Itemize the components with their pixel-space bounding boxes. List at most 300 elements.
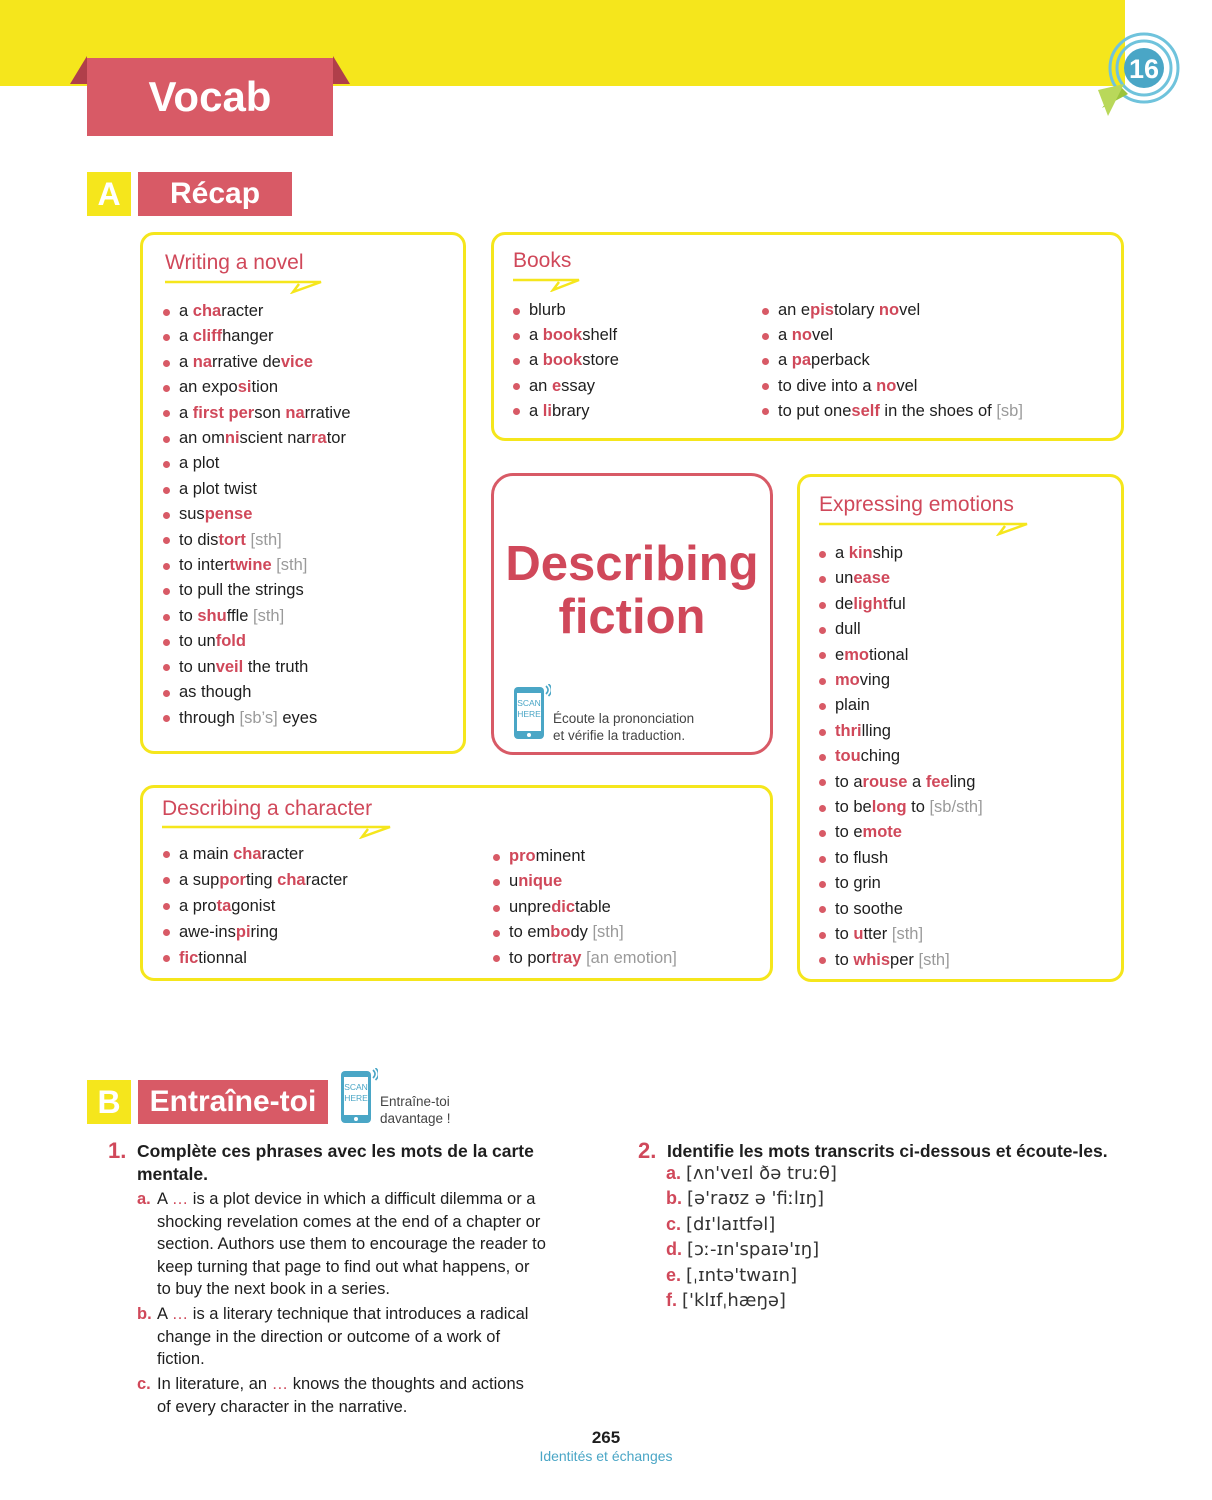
text-segment: a bbox=[529, 401, 543, 420]
vocab-item bbox=[163, 502, 351, 527]
text-segment: rrative de bbox=[212, 352, 281, 371]
text-segment: eyes bbox=[277, 708, 318, 727]
text-segment: hanger bbox=[222, 327, 274, 346]
stressed-syllable: pi bbox=[235, 923, 251, 941]
text-segment: through bbox=[179, 708, 240, 727]
text-segment: ssay bbox=[561, 376, 596, 395]
text-segment: dy bbox=[570, 923, 588, 942]
text-segment: a bbox=[529, 326, 543, 345]
exercise-1-instruction bbox=[137, 1140, 534, 1186]
text-segment: fiction. bbox=[157, 1350, 205, 1368]
writing-list bbox=[163, 299, 351, 731]
stressed-syllable: na bbox=[285, 403, 305, 422]
fiction-title-line-1: Describing bbox=[505, 537, 759, 591]
stressed-syllable: fic bbox=[179, 949, 199, 967]
text-segment: keep turning that page to find out what happens, or bbox=[157, 1257, 530, 1276]
exercise-1-number: 1. bbox=[108, 1138, 127, 1163]
text-segment: a bbox=[907, 772, 926, 791]
vocab-item bbox=[163, 401, 351, 426]
scan-instructions bbox=[553, 710, 694, 744]
stressed-syllable: ease bbox=[853, 569, 891, 588]
stressed-syllable: fee bbox=[925, 772, 950, 791]
placeholder-note: [sth] bbox=[245, 530, 282, 549]
phonetic-item bbox=[666, 1163, 837, 1184]
text-segment: to a bbox=[835, 772, 863, 791]
placeholder-note: [an emotion] bbox=[581, 948, 677, 967]
vocab-item bbox=[819, 795, 983, 820]
item-letter: b. bbox=[666, 1188, 687, 1209]
expressing-emotions-card bbox=[797, 474, 1124, 982]
text-segment: the truth bbox=[243, 657, 309, 676]
text-segment: vel bbox=[811, 326, 834, 345]
text-segment: a bbox=[529, 351, 543, 370]
text-segment: change in the direction or outcome of a work of bbox=[157, 1327, 501, 1346]
placeholder-note: [sth] bbox=[587, 923, 624, 942]
emotions-list bbox=[819, 541, 983, 973]
placeholder-note: [sb] bbox=[996, 401, 1023, 420]
text-segment: an om bbox=[179, 429, 225, 448]
text-segment: ffle bbox=[226, 606, 249, 625]
stressed-syllable: e bbox=[551, 376, 562, 395]
text-segment: to dis bbox=[179, 530, 219, 549]
text-segment: to dive into a bbox=[778, 376, 877, 395]
stressed-syllable: tou bbox=[835, 747, 861, 766]
exercise-1-line bbox=[157, 1211, 540, 1234]
books-list-1 bbox=[513, 298, 619, 424]
vocab-item bbox=[163, 324, 351, 349]
text-segment: a main bbox=[179, 845, 234, 863]
text-segment: to un bbox=[179, 632, 216, 651]
scan-label-2: HERE bbox=[344, 1093, 368, 1103]
text-segment: tolary bbox=[833, 301, 879, 319]
vocab-item bbox=[513, 298, 619, 323]
page-title bbox=[87, 58, 333, 136]
text-segment: shocking revelation comes at the end of a chapter or bbox=[157, 1212, 541, 1231]
text-segment: e bbox=[835, 645, 845, 664]
scan-instruction-line-2: davantage ! bbox=[380, 1111, 451, 1126]
text-segment: a sup bbox=[179, 871, 220, 889]
title-underline bbox=[165, 280, 325, 294]
text-segment: racter bbox=[261, 845, 304, 863]
vocab-item bbox=[493, 844, 677, 869]
text-segment: ling bbox=[949, 772, 976, 791]
stressed-syllable: u bbox=[853, 925, 864, 944]
stressed-syllable: thri bbox=[835, 721, 862, 740]
phonetic-transcription: [ə'raʊz ə 'fiːlɪŋ] bbox=[687, 1188, 825, 1210]
placeholder-note: [sb/sth] bbox=[929, 798, 983, 817]
vocab-item bbox=[819, 897, 983, 922]
text-segment: a bbox=[179, 302, 193, 320]
stressed-syllable: no bbox=[876, 376, 897, 395]
vocab-item bbox=[819, 668, 983, 693]
placeholder-note: [sth] bbox=[887, 925, 924, 944]
stressed-syllable: tort bbox=[218, 530, 246, 549]
text-segment: sus bbox=[179, 505, 205, 524]
section-a-letter bbox=[87, 172, 131, 216]
scan-phone-icon[interactable] bbox=[513, 684, 551, 742]
exercise-1-item-letter bbox=[137, 1373, 151, 1396]
exercise-2-number: 2. bbox=[638, 1138, 657, 1163]
text-segment: In literature, an bbox=[157, 1375, 272, 1393]
text-segment: a plot twist bbox=[179, 479, 257, 498]
blank-dots: … bbox=[271, 1375, 289, 1393]
stressed-syllable: tray bbox=[551, 948, 582, 967]
text-segment: to bbox=[179, 606, 198, 625]
vocab-item bbox=[163, 604, 351, 629]
text-segment: a plot bbox=[179, 454, 220, 473]
text-segment: rrative bbox=[304, 403, 351, 422]
text-segment: ful bbox=[888, 594, 906, 613]
stressed-syllable: no bbox=[791, 326, 812, 345]
text-segment: a bbox=[179, 352, 193, 371]
text-segment: ting bbox=[245, 871, 278, 889]
vocab-item bbox=[163, 375, 351, 400]
text-segment: an bbox=[529, 376, 552, 395]
item-letter: f. bbox=[666, 1290, 682, 1310]
scan-instructions bbox=[380, 1093, 451, 1127]
writing-a-novel-card bbox=[140, 232, 466, 754]
text-segment: in the shoes of bbox=[879, 401, 997, 420]
text-segment: per bbox=[890, 950, 914, 969]
emotions-card-title: Expressing emotions bbox=[819, 493, 1014, 516]
text-segment: racter bbox=[305, 871, 348, 889]
text-segment: ring bbox=[250, 923, 279, 941]
phonetic-transcription: ['klɪfˌhæŋə] bbox=[682, 1290, 786, 1311]
stressed-syllable: veil bbox=[215, 657, 244, 676]
vocab-item bbox=[762, 323, 1023, 348]
exercise-1-line bbox=[157, 1348, 205, 1371]
section-b-letter-text: B bbox=[97, 1083, 121, 1120]
describing-fiction-card bbox=[491, 473, 773, 755]
text-segment: vel bbox=[896, 376, 918, 395]
vocab-item bbox=[163, 867, 348, 893]
vocab-item bbox=[513, 323, 619, 348]
blank-dots: … bbox=[171, 1305, 189, 1323]
text-segment: a bbox=[778, 326, 792, 345]
vocab-item bbox=[819, 693, 983, 718]
text-segment: table bbox=[575, 897, 611, 916]
item-letter: a. bbox=[666, 1163, 687, 1183]
stressed-syllable: cha bbox=[233, 845, 262, 863]
vocab-item bbox=[163, 629, 351, 654]
books-card-title: Books bbox=[513, 249, 572, 272]
stressed-syllable: pis bbox=[810, 301, 834, 319]
vocab-item bbox=[513, 374, 619, 399]
text-segment: gonist bbox=[231, 897, 276, 915]
character-list-2 bbox=[493, 844, 677, 971]
vocab-item bbox=[163, 426, 351, 451]
stressed-syllable: mo bbox=[835, 671, 860, 690]
scan-label-1: SCAN bbox=[517, 698, 541, 708]
text-segment: A bbox=[157, 1305, 172, 1323]
item-letter: b. bbox=[137, 1305, 152, 1323]
scan-instruction-line-2: et vérifie la traduction. bbox=[553, 728, 686, 743]
placeholder-note: [sb’s] bbox=[239, 708, 278, 727]
phonetic-item bbox=[666, 1290, 786, 1311]
stressed-syllable: pro bbox=[509, 847, 536, 865]
phonetic-item bbox=[666, 1239, 819, 1260]
vocab-item bbox=[493, 869, 677, 894]
books-list-2 bbox=[762, 298, 1023, 424]
text-segment: to grin bbox=[835, 874, 881, 893]
vocab-item bbox=[493, 946, 677, 971]
item-letter: c. bbox=[666, 1213, 687, 1234]
placeholder-note: [sth] bbox=[913, 950, 950, 969]
text-segment: minent bbox=[535, 847, 586, 865]
describing-a-character-card bbox=[140, 785, 773, 981]
section-b-title-text: Entraîne-toi bbox=[149, 1085, 317, 1118]
text-segment: as though bbox=[179, 683, 252, 702]
text-segment: vel bbox=[899, 301, 921, 319]
phonetic-transcription: [ʌn'veɪl ðə truːθ] bbox=[686, 1163, 837, 1184]
scan-label-2: HERE bbox=[517, 709, 541, 719]
text-segment: to flush bbox=[835, 848, 889, 867]
stressed-syllable: no bbox=[878, 301, 900, 319]
vocab-item bbox=[819, 820, 983, 845]
stressed-syllable: cliff bbox=[192, 327, 223, 346]
text-segment: to bbox=[906, 798, 930, 817]
text-segment: a bbox=[179, 403, 193, 422]
text-segment: ving bbox=[859, 671, 891, 690]
stressed-syllable: twine bbox=[229, 556, 272, 575]
fiction-title-line-2: fiction bbox=[558, 590, 706, 644]
vocab-item bbox=[819, 871, 983, 896]
vocab-item bbox=[819, 566, 983, 591]
text-segment: u bbox=[509, 872, 519, 891]
text-segment: brary bbox=[551, 401, 590, 420]
text-segment: to buy the next book in a series. bbox=[157, 1280, 390, 1298]
exercise-1-line bbox=[157, 1256, 529, 1279]
vocab-item bbox=[163, 893, 348, 919]
stressed-syllable: per bbox=[228, 403, 255, 422]
text-segment: is a plot device in which a difficult dilemma or a bbox=[188, 1190, 536, 1208]
exercise-1-line bbox=[157, 1373, 524, 1396]
text-segment: ching bbox=[860, 747, 901, 766]
scan-instruction-line-1: Entraîne-toi bbox=[380, 1094, 450, 1109]
writing-card-title: Writing a novel bbox=[165, 251, 304, 274]
vocab-item bbox=[163, 841, 348, 867]
describing-fiction-title bbox=[494, 538, 770, 644]
exercise-1-item-letter bbox=[137, 1188, 151, 1211]
text-segment: of every character in the narrative. bbox=[157, 1397, 408, 1416]
text-segment: to bbox=[835, 950, 854, 969]
vocab-item bbox=[819, 948, 983, 973]
scan-instruction-line-1: Écoute la prononciation bbox=[553, 711, 695, 726]
phonetic-item bbox=[666, 1265, 797, 1286]
placeholder-note: [sth] bbox=[271, 556, 308, 575]
stressed-syllable: book bbox=[542, 351, 583, 370]
section-a-letter-text: A bbox=[97, 175, 121, 212]
vocab-item bbox=[819, 719, 983, 744]
vocab-item bbox=[163, 350, 351, 375]
exercise-1-line bbox=[157, 1326, 500, 1349]
stressed-syllable: fold bbox=[215, 632, 246, 651]
stressed-syllable: ra bbox=[311, 429, 327, 448]
scan-phone-icon[interactable] bbox=[340, 1068, 378, 1126]
stressed-syllable: mote bbox=[862, 823, 902, 842]
text-segment: a bbox=[179, 327, 193, 346]
text-segment: an expo bbox=[179, 378, 238, 397]
stressed-syllable: si bbox=[237, 378, 252, 397]
vocab-item bbox=[163, 680, 351, 705]
section-b-title bbox=[138, 1080, 328, 1124]
vocab-item bbox=[513, 399, 619, 424]
exercise-1-instruction-line-1: Complète ces phrases avec les mots de la carte bbox=[137, 1141, 534, 1161]
stressed-syllable: whis bbox=[853, 950, 891, 969]
stressed-syllable: na bbox=[192, 352, 213, 371]
vocab-item bbox=[513, 348, 619, 373]
text-segment: to por bbox=[509, 948, 552, 967]
text-segment: to soothe bbox=[835, 899, 903, 918]
phonetic-item bbox=[666, 1188, 824, 1209]
stressed-syllable: ni bbox=[224, 429, 240, 448]
item-letter: d. bbox=[666, 1239, 687, 1260]
text-segment: to inter bbox=[179, 556, 230, 575]
text-segment: to un bbox=[179, 657, 216, 676]
placeholder-note: [sth] bbox=[248, 606, 285, 625]
books-card bbox=[491, 232, 1124, 441]
phonetic-transcription: [ˌɪntə'twaɪn] bbox=[686, 1264, 798, 1286]
text-segment: a bbox=[835, 544, 849, 562]
exercise-1-line bbox=[157, 1396, 407, 1419]
text-segment: plain bbox=[835, 696, 870, 715]
phonetic-item bbox=[666, 1214, 775, 1235]
character-card-title: Describing a character bbox=[162, 797, 373, 820]
phonetic-transcription: [ɔː-ɪn'spaɪə'ɪŋ] bbox=[687, 1239, 820, 1261]
vocab-item bbox=[163, 528, 351, 553]
vocab-item bbox=[762, 298, 1023, 323]
title-underline bbox=[513, 278, 583, 292]
stressed-syllable: li bbox=[542, 401, 552, 420]
vocab-item bbox=[819, 846, 983, 871]
exercise-1-line bbox=[157, 1188, 535, 1211]
stressed-syllable: rouse bbox=[862, 772, 908, 791]
unit-number: 16 bbox=[1128, 54, 1160, 84]
text-segment: son bbox=[254, 403, 286, 422]
stressed-syllable: mo bbox=[844, 645, 869, 664]
text-segment: racter bbox=[221, 302, 264, 320]
vocab-item bbox=[762, 374, 1023, 399]
vocab-item bbox=[163, 451, 351, 476]
unit-badge-icon bbox=[1098, 26, 1194, 122]
text-segment: to be bbox=[835, 798, 872, 817]
text-segment: tional bbox=[868, 645, 909, 664]
vocab-item bbox=[819, 770, 983, 795]
text-segment: tionnal bbox=[198, 949, 247, 967]
vocab-item bbox=[819, 922, 983, 947]
scan-label-1: SCAN bbox=[344, 1082, 368, 1092]
stressed-syllable: light bbox=[853, 594, 889, 613]
stressed-syllable: self bbox=[851, 401, 880, 420]
text-segment: is a literary technique that introduces a radical bbox=[188, 1305, 529, 1323]
text-segment: de bbox=[835, 594, 854, 613]
text-segment: lling bbox=[861, 721, 891, 740]
character-list-1 bbox=[163, 841, 348, 971]
exercise-1-line bbox=[157, 1303, 528, 1326]
item-letter: e. bbox=[666, 1264, 687, 1285]
vocab-item bbox=[163, 299, 351, 324]
text-segment: to put one bbox=[778, 401, 852, 420]
section-a-title-text: Récap bbox=[169, 177, 261, 210]
vocab-item bbox=[163, 945, 348, 971]
vocab-item bbox=[163, 919, 348, 945]
stressed-syllable: pa bbox=[791, 351, 812, 370]
vocab-item bbox=[762, 399, 1023, 424]
text-segment: shelf bbox=[582, 326, 618, 345]
text-segment: awe-ins bbox=[179, 923, 236, 941]
vocab-item bbox=[762, 348, 1023, 373]
text-segment: an e bbox=[778, 301, 811, 319]
text-segment: a pro bbox=[179, 897, 217, 915]
footer-subtitle: Identités et échanges bbox=[539, 1448, 673, 1464]
item-letter: c. bbox=[137, 1375, 151, 1393]
stressed-syllable: pense bbox=[204, 505, 253, 524]
text-segment: ship bbox=[872, 544, 903, 562]
text-segment: tor bbox=[326, 429, 346, 448]
stressed-syllable: first bbox=[192, 403, 224, 422]
stressed-syllable: bo bbox=[550, 923, 571, 942]
title-underline bbox=[162, 825, 394, 839]
vocab-item bbox=[493, 895, 677, 920]
vocab-item bbox=[163, 553, 351, 578]
text-segment: to e bbox=[835, 823, 863, 842]
exercise-1-line bbox=[157, 1233, 546, 1256]
stressed-syllable: por bbox=[219, 871, 246, 889]
text-segment: to pull the strings bbox=[179, 581, 304, 600]
stressed-syllable: shu bbox=[197, 606, 227, 625]
section-a-title bbox=[138, 172, 292, 216]
vocab-item bbox=[163, 706, 351, 731]
page-number: 265 bbox=[591, 1428, 621, 1447]
text-segment: store bbox=[582, 351, 619, 370]
vocab-item bbox=[163, 477, 351, 502]
vocab-item bbox=[819, 643, 983, 668]
stressed-syllable: ta bbox=[216, 897, 232, 915]
text-segment: A bbox=[157, 1190, 172, 1208]
text-segment: un bbox=[835, 569, 854, 588]
text-segment: section. Authors use them to encourage the reader to bbox=[157, 1235, 546, 1253]
stressed-syllable: kin bbox=[848, 544, 873, 562]
text-segment: perback bbox=[811, 351, 870, 370]
text-segment: scient nar bbox=[239, 429, 312, 448]
exercise-1-item-letter bbox=[137, 1303, 152, 1326]
text-segment: dull bbox=[835, 620, 861, 639]
text-segment: to em bbox=[509, 923, 551, 942]
exercise-1-instruction-line-2: mentale. bbox=[137, 1164, 208, 1184]
stressed-syllable: nique bbox=[518, 872, 563, 891]
stressed-syllable: cha bbox=[192, 302, 222, 320]
text-segment: to bbox=[835, 925, 854, 944]
vocab-item bbox=[819, 541, 983, 566]
text-segment: unpre bbox=[509, 897, 552, 916]
stressed-syllable: dic bbox=[551, 897, 576, 916]
vocab-item bbox=[819, 617, 983, 642]
section-b-letter bbox=[87, 1080, 131, 1124]
item-letter: a. bbox=[137, 1190, 151, 1208]
vocab-item bbox=[163, 655, 351, 680]
title-underline bbox=[819, 522, 1031, 536]
blank-dots: … bbox=[171, 1190, 189, 1208]
text-segment: a bbox=[778, 351, 792, 370]
stressed-syllable: vice bbox=[280, 352, 313, 371]
stressed-syllable: cha bbox=[277, 871, 306, 889]
text-segment: knows the thoughts and actions bbox=[288, 1375, 524, 1393]
stressed-syllable: long bbox=[871, 798, 907, 817]
vocab-item bbox=[493, 920, 677, 945]
page-title-text: Vocab bbox=[148, 73, 272, 120]
stressed-syllable: book bbox=[542, 326, 583, 345]
text-segment: blurb bbox=[529, 301, 566, 319]
